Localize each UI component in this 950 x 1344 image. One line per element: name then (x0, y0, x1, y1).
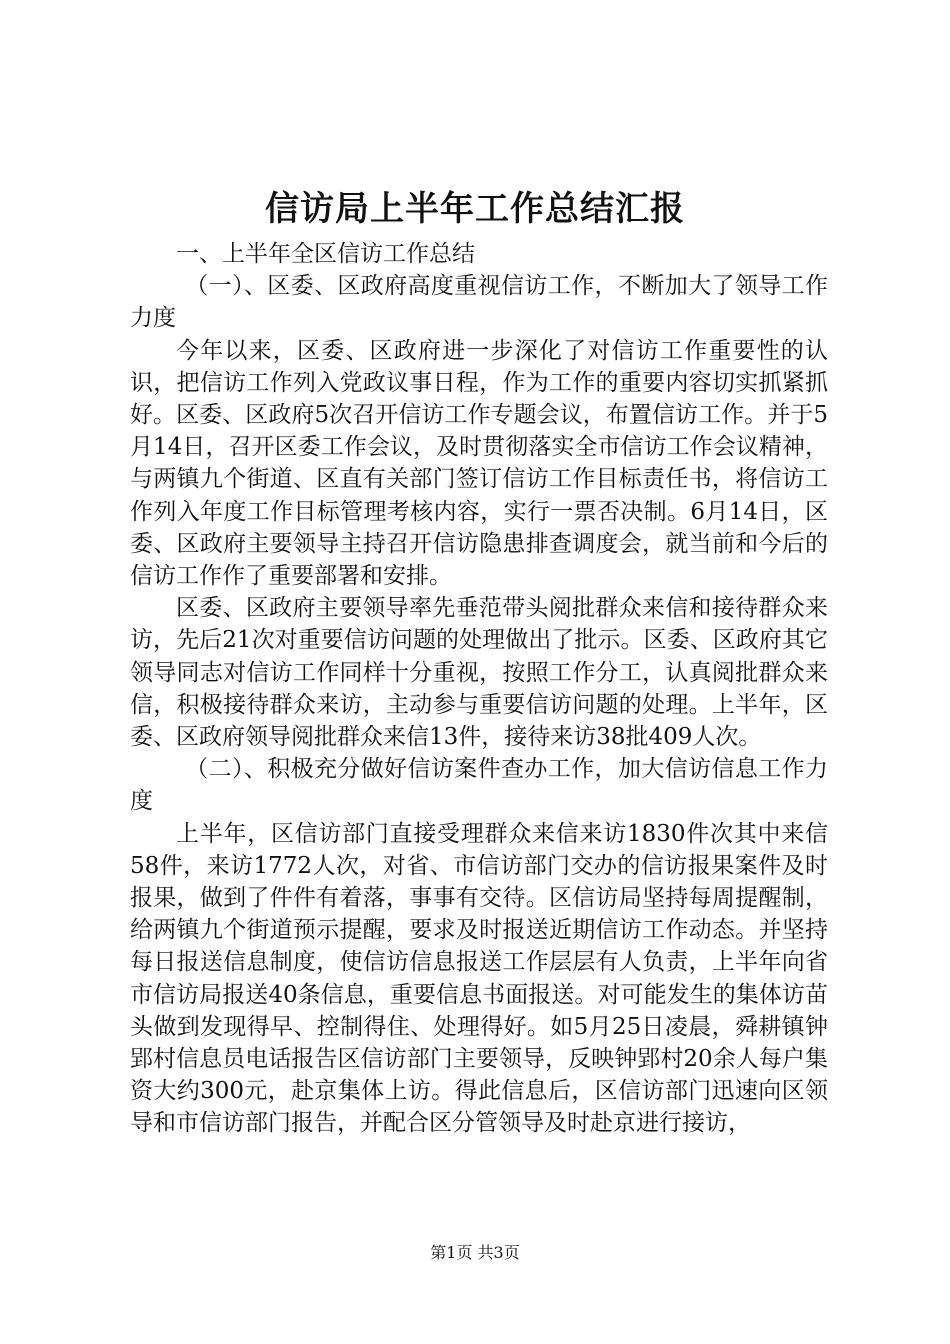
body-paragraph: 区委、区政府主要领导率先垂范带头阅批群众来信和接待群众来访，先后21次对重要信访问题的处理做出了批示。区委、区政府其它领导同志对信访工作同样十分重视，按照工作分工，认真阅批群众来信，积极接待群众来访，主动参与重要信访问题的处理。上半年，区委、区政府领导阅批群众来信13件，接待来访38批409人次。 (130, 595, 828, 751)
subsection-heading: （一）、区委、区政府高度重视信访工作，不断加大了领导工作力度 (130, 273, 828, 332)
section-heading: 一、上半年全区信访工作总结 (176, 241, 475, 267)
document-title: 信访局上半年工作总结汇报 (265, 189, 685, 229)
subsection-heading: （二）、积极充分做好信访案件查办工作，加大信访信息工作力度 (130, 756, 828, 815)
body-paragraph: 上半年，区信访部门直接受理群众来信来访1830件次其中来信58件，来访1772人次，对省、市信访部门交办的信访报果案件及时报果，做到了件件有着落，事事有交待。区信访局坚持每周提醒制，给两镇九个街道预示提醒，要求及时报送近期信访工作动态。并坚持每日报送信息制度，使信访信息报送工作层层有人负责，上半年向省市信访局报送40条信息，重要信息书面报送。对可能发生的集体访苗头做到发现得早、控制得住、处理得好。如5月25日凌晨，舜耕镇钟郢村信息员电话报告区信访部门主要领导，反映钟郢村20余人每户集资大约300元，赴京集体上访。得此信息后，区信访部门迅速向区领导和市信访部门报告，并配合区分管领导及时赴京进行接访， (130, 820, 828, 1137)
page-number-footer: 第1页 共3页 (430, 1243, 520, 1262)
document-body (130, 238, 828, 1140)
body-paragraph: 今年以来，区委、区政府进一步深化了对信访工作重要性的认识，把信访工作列入党政议事日程，作为工作的重要内容切实抓紧抓好。区委、区政府5次召开信访工作专题会议，布置信访工作。并于5月14日，召开区委工作会议，及时贯彻落实全市信访工作会议精神，与两镇九个街道、区直有关部门签订信访工作目标责任书，将信访工作列入年度工作目标管理考核内容，实行一票否决制。6月14日，区委、区政府主要领导主持召开信访隐患排查调度会，就当前和今后的信访工作作了重要部署和安排。 (130, 337, 828, 590)
